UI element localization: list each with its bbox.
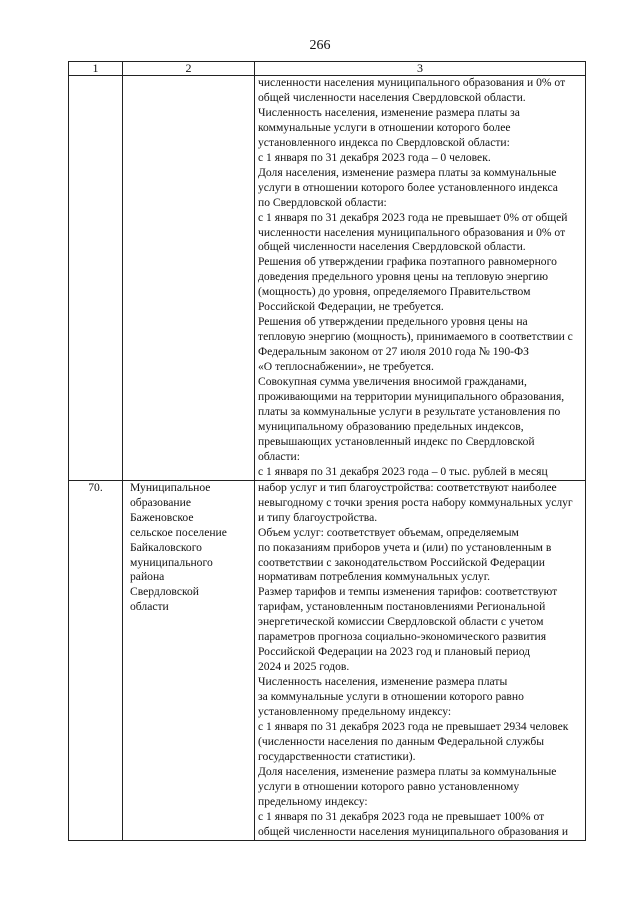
text-line: по Свердловской области: — [258, 195, 387, 209]
municipality-name-line: Свердловской — [130, 585, 200, 599]
text-line: Численность населения, изменение размера платы за — [258, 105, 520, 119]
text-line: Доля населения, изменение размера платы за коммунальные — [258, 165, 557, 179]
municipality-name-line: сельское поселение — [130, 525, 227, 539]
text-line: Совокупная сумма увеличения вносимой гражданами, — [258, 375, 527, 389]
text-line: предельному индексу: — [258, 794, 368, 808]
text-line: услуги в отношении которого более установленного индекса — [258, 180, 558, 194]
text-line: набор услуг и тип благоустройства: соответствуют наиболее — [258, 480, 557, 494]
table-header-row — [69, 62, 586, 76]
text-line: Российской Федерации на 2023 год и плановый период — [258, 645, 531, 659]
text-line: за коммунальные услуги в отношении которого равно — [258, 690, 524, 704]
municipality-name-line: Муниципальное — [130, 480, 211, 494]
text-line: 2024 и 2025 годов. — [258, 660, 350, 674]
text-line: и типу благоустройства. — [258, 510, 378, 524]
text-line: Размер тарифов и темпы изменения тарифов: соответствуют — [258, 585, 558, 599]
text-line: общей численности населения Свердловской области. — [258, 240, 526, 254]
table-row-70 — [69, 480, 586, 840]
text-line: Российской Федерации, не требуется. — [258, 300, 444, 314]
municipality-name-line: Баженовское — [130, 510, 194, 524]
continuation-number-cell — [69, 76, 123, 481]
text-line: численности населения муниципального образования и 0% от — [258, 225, 566, 239]
text-line: проживающими на территории муниципального образования, — [258, 390, 565, 404]
text-line: установленному предельному индексу: — [258, 705, 452, 719]
text-line: услуги в отношении которого равно установленному — [258, 779, 520, 793]
page-number: 266 — [309, 38, 331, 53]
municipality-cell — [123, 480, 255, 840]
header-col-2: 2 — [123, 62, 255, 76]
text-line: нормативам потребления коммунальных услуг. — [258, 570, 491, 584]
continuation-row — [69, 76, 586, 481]
text-line: невыгодному с точки зрения роста набору коммунальных услуг — [258, 495, 573, 509]
text-line: тепловую энергию (мощность), принимаемого в соответствии с — [258, 330, 573, 344]
text-line: по показаниям приборов учета и (или) по установленным в — [258, 540, 552, 554]
text-line: (мощность) до уровня, определяемого Правительством — [258, 285, 531, 299]
text-line: муниципальному образованию предельных индексов, — [258, 419, 524, 433]
text-line: энергетической комиссии Свердловской области с учетом — [258, 615, 544, 629]
header-col-3: 3 — [255, 62, 586, 76]
municipality-name-line: образование — [130, 495, 191, 509]
text-line: общей численности населения Свердловской области. — [258, 90, 526, 104]
text-line: общей численности населения муниципального образования и — [258, 824, 569, 838]
continuation-municipality-cell — [123, 76, 255, 481]
text-line: с 1 января по 31 декабря 2023 года – 0 человек. — [258, 150, 491, 164]
text-line: соответствии с законодательством Российской Федерации — [258, 555, 545, 569]
text-line: области: — [258, 449, 300, 463]
text-line: платы за коммунальные услуги в результате установления по — [258, 404, 561, 418]
text-line: установленного индекса по Свердловской области: — [258, 135, 510, 149]
row-number: 70. — [69, 480, 123, 840]
text-line: доведения предельного уровня цены на тепловую энергию — [258, 270, 549, 284]
municipality-name-line: района — [130, 570, 165, 584]
header-col-1: 1 — [69, 62, 123, 76]
text-line: Доля населения, изменение размера платы за коммунальные — [258, 764, 557, 778]
text-line: Решения об утверждении предельного уровня цены на — [258, 315, 528, 329]
municipality-name-line: Байкаловского — [130, 540, 202, 554]
municipality-name-line: области — [130, 600, 169, 614]
text-line: государственности статистики). — [258, 749, 416, 763]
municipality-name-line: муниципального — [130, 555, 213, 569]
row-70-text-cell — [255, 480, 586, 840]
text-line: «О теплоснабжении», не требуется. — [258, 360, 434, 374]
tariff-table — [68, 61, 586, 841]
text-line: с 1 января по 31 декабря 2023 года – 0 тыс. рублей в месяц — [258, 464, 548, 478]
text-line: (численности населения по данным Федеральной службы — [258, 734, 545, 748]
text-line: Решения об утверждении графика поэтапного равномерного — [258, 255, 557, 269]
text-line: с 1 января по 31 декабря 2023 года не превышает 0% от общей — [258, 210, 568, 224]
text-line: тарифам, установленным постановлениями Региональной — [258, 600, 546, 614]
text-line: Федеральным законом от 27 июля 2010 года № 190-ФЗ — [258, 345, 529, 359]
text-line: с 1 января по 31 декабря 2023 года не превышает 2934 человек — [258, 719, 569, 733]
text-line: с 1 января по 31 декабря 2023 года не превышает 100% от — [258, 809, 545, 823]
text-line: Объем услуг: соответствует объемам, определяемым — [258, 525, 519, 539]
text-line: коммунальные услуги в отношении которого более — [258, 120, 511, 134]
continuation-text-cell — [255, 76, 586, 481]
text-line: Численность населения, изменение размера платы — [258, 675, 508, 689]
text-line: параметров прогноза социально-экономического развития — [258, 630, 547, 644]
text-line: превышающих установленный индекс по Свердловской — [258, 434, 535, 448]
text-line: численности населения муниципального образования и 0% от — [258, 76, 566, 89]
